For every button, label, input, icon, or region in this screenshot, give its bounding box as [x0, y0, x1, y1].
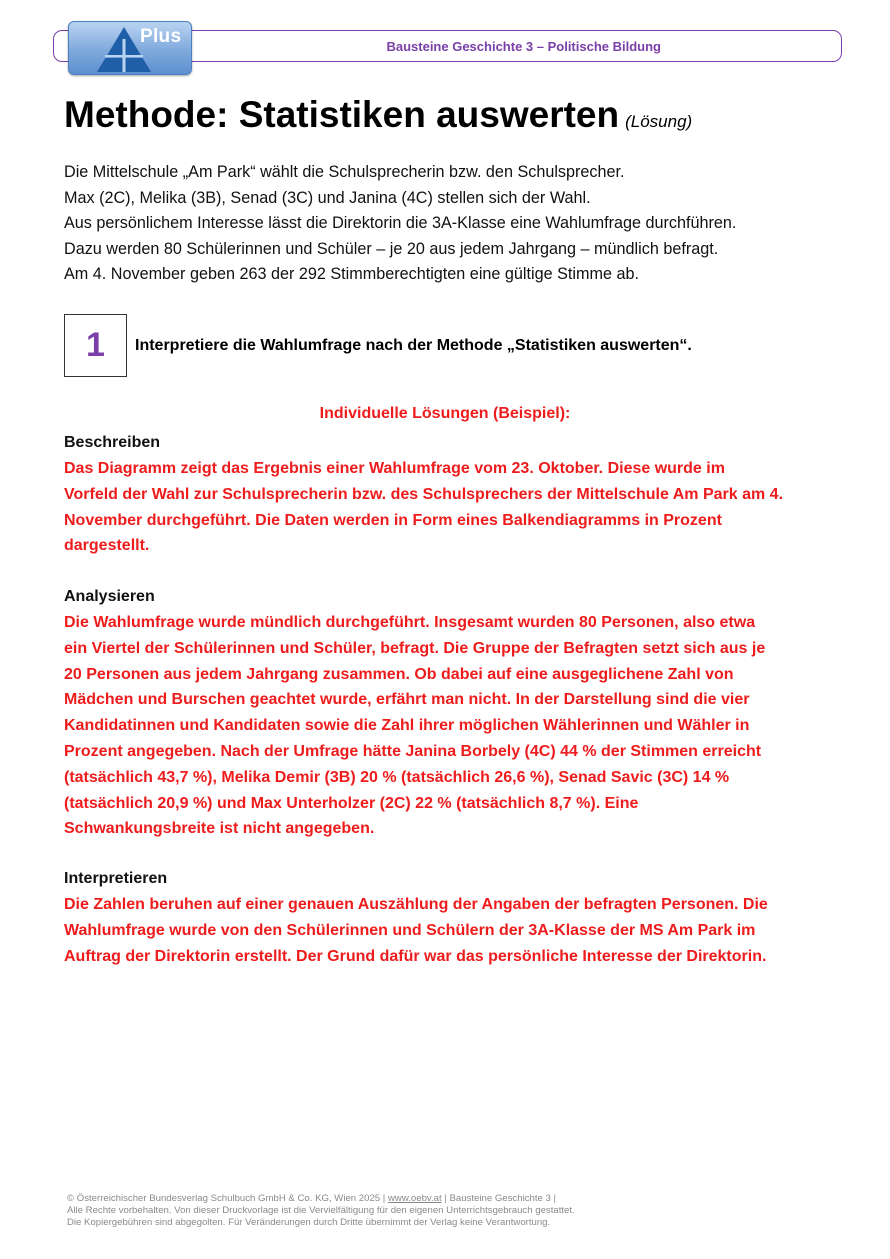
section-line: Schwankungsbreite ist nicht angegeben.: [64, 820, 375, 838]
intro-line: Aus persönlichem Interesse lässt die Direktorin die 3A-Klasse eine Wahlumfrage durchführen.: [64, 214, 737, 232]
section-line: November durchgeführt. Die Daten werden in Form eines Balkendiagramms in Prozent: [64, 511, 722, 529]
intro-line: Die Mittelschule „Am Park“ wählt die Schulsprecherin bzw. den Schulsprecher.: [64, 163, 625, 181]
section-title: Interpretieren: [64, 870, 168, 887]
section-line: Die Zahlen beruhen auf einer genauen Auszählung der Angaben der befragten Personen. Die: [64, 896, 768, 913]
logo-text: Plus: [140, 26, 182, 47]
section-line: (tatsächlich 20,9 %) und Max Unterholzer (2C) 22 % (tatsächlich 8,7 %). Eine: [64, 794, 639, 812]
section-title: Analysieren: [64, 588, 155, 605]
section-beschreiben: [64, 430, 854, 559]
intro-line: Dazu werden 80 Schülerinnen und Schüler – je 20 aus jedem Jahrgang – mündlich befragt.: [64, 239, 719, 258]
intro-line: Am 4. November geben 263 der 292 Stimmberechtigten eine gültige Stimme ab.: [64, 265, 639, 283]
footer-series: | Bausteine Geschichte 3 |: [444, 1193, 556, 1204]
title-suffix: (Lösung): [625, 112, 693, 131]
section-line: Kandidatinnen und Kandidaten sowie die Zahl ihrer möglichen Wählerinnen und Wähler in: [64, 717, 750, 735]
task-number: 1: [86, 326, 105, 364]
section-line: dargestellt.: [64, 537, 150, 555]
section-line: Auftrag der Direktorin erstellt. Der Grund dafür war das persönliche Interesse der Direktorin.: [64, 947, 767, 965]
section-line: Prozent angegeben. Nach der Umfrage hätte Janina Borbely (4C) 44 % der Stimmen erreicht: [64, 742, 762, 760]
series-title: Bausteine Geschichte 3 – Politische Bildung: [386, 39, 661, 54]
section-line: ein Viertel der Schülerinnen und Schüler, befragt. Die Gruppe der Befragten setzt sich aus je: [64, 639, 766, 657]
intro-line: Max (2C), Melika (3B), Senad (3C) und Janina (4C) stellen sich der Wahl.: [64, 188, 591, 207]
copyright-footer: [67, 1193, 575, 1229]
section-title: Beschreiben: [64, 434, 161, 451]
task-number-box: [64, 314, 127, 377]
page-title: [64, 94, 692, 136]
section-line: Das Diagramm zeigt das Ergebnis einer Wahlumfrage vom 23. Oktober. Diese wurde im: [64, 460, 725, 477]
section-line: Wahlumfrage wurde von den Schülerinnen und Schülern der 3A-Klasse der MS Am Park im: [64, 921, 756, 939]
footer-copyright: © Österreichischer Bundesverlag Schulbuch GmbH & Co. KG, Wien 2025 |: [67, 1193, 386, 1204]
section-line: Vorfeld der Wahl zur Schulsprecherin bzw. des Schulsprechers der Mittelschule Am Park am 4.: [64, 485, 784, 503]
section-line: Mädchen und Burschen geachtet wurde, erfährt man nicht. In der Darstellung sind die vier: [64, 691, 750, 709]
section-analysieren: [64, 584, 854, 842]
section-line: (tatsächlich 43,7 %), Melika Demir (3B) 20 % (tatsächlich 26,6 %), Senad Savic (3C) 14 %: [64, 768, 730, 786]
section-line: Die Wahlumfrage wurde mündlich durchgeführt. Insgesamt wurden 80 Personen, also etwa: [64, 614, 756, 631]
section-line: 20 Personen aus jedem Jahrgang zusammen. Ob dabei auf eine ausgeglichene Zahl von: [64, 665, 734, 683]
footer-line-2: Alle Rechte vorbehalten. Von dieser Druckvorlage ist die Vervielfältigung für den eigenen Unterrichtsgebrauch gestattet.: [67, 1205, 575, 1216]
title-main: Methode: Statistiken auswerten: [64, 94, 620, 135]
footer-line-1: [67, 1193, 575, 1205]
section-interpretieren: [64, 866, 854, 969]
solution-heading: Individuelle Lösungen (Beispiel):: [319, 405, 571, 422]
footer-line-3: Die Kopiergebühren sind abgegolten. Für Veränderungen durch Dritte übernimmt der Verlag keine Verantwortung.: [67, 1217, 551, 1228]
intro-paragraph: [64, 160, 844, 288]
plus-logo: [68, 21, 192, 75]
publisher-link[interactable]: www.oebv.at: [387, 1193, 442, 1204]
task-instruction: Interpretiere die Wahlumfrage nach der Methode „Statistiken auswerten“.: [135, 337, 692, 354]
